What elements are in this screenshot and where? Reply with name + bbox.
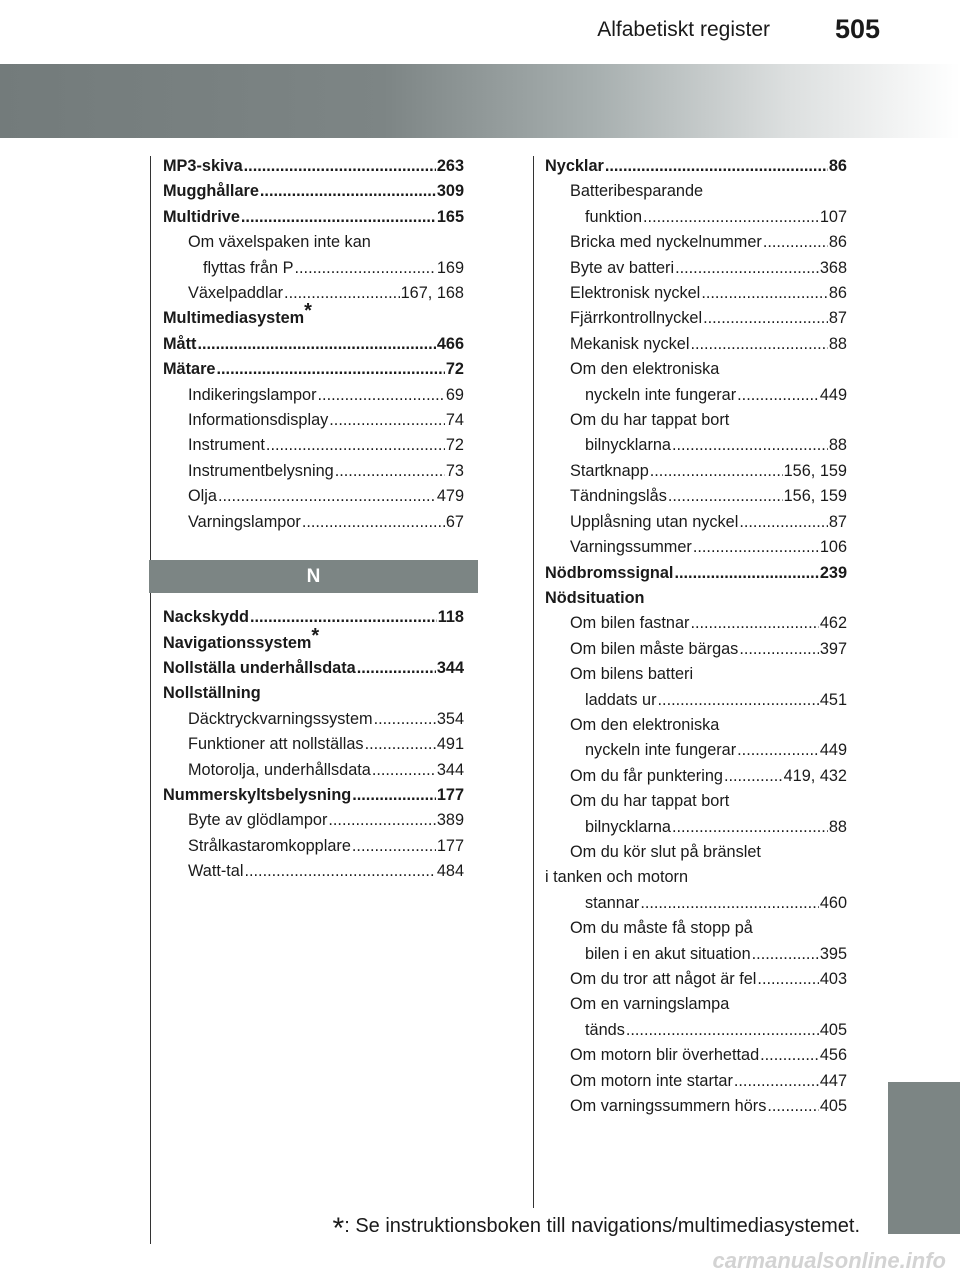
entry-label: funktion [585,207,643,226]
entry-label: Strålkastaromkopplare [188,836,351,855]
index-main-entry [163,783,464,808]
dot-leader [674,561,818,586]
index-column-left [163,154,464,885]
index-sub-entry [545,840,847,865]
index-sub-entry [545,611,847,636]
entry-label: stannar [585,893,640,912]
page-reference: 462 [819,614,847,633]
dot-leader [737,383,819,408]
entry-label: Om du har tappat bort [570,411,730,430]
entry-label: Mått [163,334,197,353]
page-reference: 72 [445,436,464,455]
index-sub-entry [545,942,847,967]
page-reference: 106 [819,538,847,557]
dot-leader [737,738,819,763]
entry-label: Om motorn inte startar [570,1071,733,1090]
dot-leader [767,1094,818,1119]
index-sub-entry [545,510,847,535]
entry-label: Om du tror att något är fel [570,970,757,988]
entry-label: Om en varningslampa [570,995,730,1014]
entry-label: Nödbromssignal [545,563,674,582]
index-sub-entry [163,834,464,859]
entry-label: bilnycklarna [585,436,671,455]
section-thumb-tab [888,1082,960,1234]
entry-label: Funktioner att nollställas [188,735,364,754]
index-sub-entry [545,281,847,306]
page-reference: 86 [828,284,847,303]
entry-label: Däcktryckvarningssystem [188,709,373,728]
index-sub-entry [545,230,847,255]
index-main-entry [163,624,464,656]
entry-label: Om motorn blir överhettad [570,1046,760,1065]
entry-label: Mugghållare [163,182,259,201]
dot-leader [734,1069,819,1094]
page-reference: 419, 432 [783,766,847,785]
entry-label: Batteribesparande [570,182,704,201]
footnote-text: : Se instruktionsboken till navigations/multimediasystemet. [344,1215,860,1237]
page-reference: 177 [436,785,464,804]
dot-leader [329,408,445,433]
index-sub-entry [545,789,847,814]
entry-label: Om varningssummern hörs [570,1097,767,1116]
dot-leader [739,637,819,662]
index-sub-entry [163,859,464,884]
dot-leader [763,230,828,255]
dot-leader [352,834,436,859]
entry-label: bilen i en akut situation [585,944,751,963]
footnote-marker: * [311,624,320,647]
page-reference: 449 [819,385,847,404]
page-reference: 263 [436,157,464,175]
entry-label: Mekanisk nyckel [570,334,690,353]
entry-label: Om du får punktering [570,766,723,785]
page-reference: 405 [819,1020,847,1039]
page-reference: 239 [819,563,847,582]
dot-leader [626,1018,819,1043]
index-sub-entry [163,459,464,484]
page-reference: 69 [445,385,464,404]
entry-label: Nycklar [545,157,604,175]
entry-label: Instrument [188,436,265,455]
page-reference: 86 [828,233,847,252]
entry-label: Watt-tal [188,862,244,881]
entry-label: Om du måste få stopp på [570,919,753,938]
page-reference: 309 [436,182,464,201]
dot-leader [266,433,445,458]
page-reference: 118 [437,608,464,627]
page-reference: 449 [819,741,847,760]
dot-leader [244,154,436,179]
index-sub-entry [545,738,847,763]
index-sub-entry [163,408,464,433]
entry-label: Byte av batteri [570,258,675,277]
left-margin-rule [150,156,151,1244]
index-main-entry [163,656,464,681]
dot-leader [668,484,783,509]
entry-label: Om den elektroniska [570,360,720,379]
dot-leader [284,281,400,306]
page-reference: 156, 159 [783,487,847,506]
index-main-entry [545,586,847,611]
entry-label: Om den elektroniska [570,715,720,734]
index-sub-entry [545,433,847,458]
index-main-entry [163,681,464,706]
index-sub-entry [545,688,847,713]
page-reference: 344 [436,658,464,677]
index-sub-entry [163,256,464,281]
page-reference: 451 [819,690,847,709]
dot-leader [605,154,828,179]
page-reference: 88 [828,334,847,353]
entry-label: Nackskydd [163,608,249,627]
page-reference: 88 [828,817,847,836]
page-reference: 484 [436,862,464,881]
index-main-entry [163,357,464,382]
page-reference: 447 [819,1071,847,1090]
index-sub-entry [545,662,847,687]
page-reference: 165 [436,207,464,226]
page-reference: 87 [828,512,847,531]
entry-label: Nummerskyltsbelysning [163,785,352,804]
entry-label: Multidrive [163,207,240,226]
entry-label: Om bilen måste bärgas [570,639,739,658]
index-sub-entry [163,433,464,458]
page-reference: 167, 168 [400,284,464,303]
entry-label: Olja [188,487,217,506]
entry-label: flyttas från P [203,258,294,277]
dot-leader [295,256,436,281]
entry-label: Nollställa underhållsdata [163,658,356,677]
index-sub-entry [545,713,847,738]
page-reference: 403 [819,970,847,988]
dot-leader [693,535,819,560]
index-main-entry [163,332,464,357]
dot-leader [328,808,435,833]
page-reference: 456 [819,1046,847,1065]
entry-label: nyckeln inte fungerar [585,741,737,760]
dot-leader [760,1043,819,1068]
entry-label: Bricka med nyckelnummer [570,233,762,252]
entry-label: Nödsituation [545,588,645,607]
header-banner [0,64,960,138]
dot-leader [690,332,827,357]
index-sub-entry [163,732,464,757]
index-sub-entry [163,808,464,833]
dot-leader [218,484,436,509]
entry-label: Mätare [163,360,216,379]
index-sub-entry [545,484,847,509]
dot-leader [352,783,436,808]
dot-leader [757,967,818,992]
index-sub-entry [545,916,847,941]
entry-label: Multimediasystem [163,309,305,328]
entry-label: Om du kör slut på bränslet [570,842,761,861]
index-main-entry [545,561,847,586]
index-sub-entry [545,205,847,230]
index-sub-entry [545,1043,847,1068]
entry-label: Om växelspaken inte kan [188,233,371,252]
entry-label: Instrumentbelysning [188,461,334,480]
dot-leader [260,179,436,204]
dot-leader [675,256,819,281]
entry-label: tänds [585,1020,625,1039]
dot-leader [250,605,437,630]
page-reference: 397 [819,639,847,658]
page-reference: 107 [819,207,847,226]
dot-leader [724,764,783,789]
watermark: carmanualsonline.info [712,1248,946,1273]
index-sub-entry [545,992,847,1017]
index-main-entry [545,154,847,179]
index-sub-entry [545,764,847,789]
page-number: 505 [834,14,880,44]
dot-leader [752,942,819,967]
dot-leader [372,758,436,783]
entry-label: Växelpaddlar [188,284,284,303]
page-reference: 344 [436,760,464,779]
page-reference: 460 [819,893,847,912]
dot-leader [365,732,436,757]
dot-leader [650,459,783,484]
dot-leader [244,859,435,884]
footnote-marker: * [304,300,312,323]
entry-label: Nollställning [163,684,261,703]
index-sub-entry [545,1069,847,1094]
index-sub-entry [163,707,464,732]
index-sub-entry [163,230,464,255]
dot-leader [241,205,436,230]
page-reference: 466 [436,334,464,353]
index-sub-entry [545,357,847,382]
letter-heading: N [149,560,478,593]
index-sub-entry [545,408,847,433]
index-sub-entry [545,256,847,281]
page-reference: 354 [436,709,464,728]
index-sub-entry [163,758,464,783]
page-reference: 86 [828,157,847,175]
page-reference: 73 [445,461,464,480]
index-sub-entry [545,815,847,840]
index-sub-entry [163,383,464,408]
entry-label: bilnycklarna [585,817,671,836]
dot-leader [640,891,819,916]
dot-leader [690,611,818,636]
page-reference: 74 [445,411,464,430]
page-reference: 169 [436,258,464,277]
page-reference: 405 [819,1097,847,1116]
page-reference: 67 [445,512,464,531]
page-reference: 395 [819,944,847,963]
entry-label: Byte av glödlampor [188,811,328,830]
index-sub-entry [545,1018,847,1043]
index-sub-entry [163,510,464,535]
dot-leader [318,383,445,408]
page-reference: 389 [436,811,464,830]
dot-leader [739,510,828,535]
dot-leader [357,656,436,681]
entry-label: Indikeringslampor [188,385,317,404]
entry-label: Varningssummer [570,538,692,557]
dot-leader [701,281,828,306]
dot-leader [672,433,828,458]
dot-leader [703,306,828,331]
index-sub-entry [545,459,847,484]
page-reference: 479 [436,487,464,506]
index-sub-entry [545,179,847,204]
footnote-star: * [332,1212,345,1245]
index-main-entry [163,300,464,331]
entry-label: MP3-skiva [163,157,243,175]
page-reference: 87 [828,309,847,328]
index-sub-entry [545,332,847,357]
index-sub-entry [545,637,847,662]
index-sub-entry [163,484,464,509]
entry-label: Startknapp [570,461,649,480]
index-sub-entry [545,535,847,560]
index-sub-entry [545,1094,847,1119]
dot-leader [197,332,435,357]
entry-label: Informationsdisplay [188,411,329,430]
index-main-entry [163,205,464,230]
index-main-entry [163,154,464,179]
dot-leader [374,707,436,732]
entry-label: laddats ur [585,690,657,709]
dot-leader [672,815,828,840]
index-sub-entry [163,281,464,306]
entry-label: Navigationssystem [163,633,312,652]
entry-label: Varningslampor [188,512,301,531]
entry-label: Tändningslås [570,487,667,506]
entry-label: Elektronisk nyckel [570,284,701,303]
page-reference: 491 [436,735,464,754]
entry-label: Om bilens batteri [570,665,694,684]
entry-label: Om bilen fastnar [570,614,690,633]
dot-leader [643,205,819,230]
entry-label: Om du har tappat bort [570,792,730,811]
entry-label: Motorolja, underhållsdata [188,760,371,779]
entry-label: nyckeln inte fungerar [585,385,737,404]
index-sub-entry [545,891,847,916]
index-column-right [545,154,847,1119]
index-main-entry [163,179,464,204]
page-reference: 368 [819,258,847,277]
column-divider [533,156,534,1208]
section-title: Alfabetiskt register [597,18,770,41]
entry-label: i tanken och motorn [545,868,688,887]
footnote [290,1206,860,1245]
dot-leader [335,459,445,484]
dot-leader [658,688,819,713]
page-reference: 156, 159 [783,461,847,480]
page-reference: 88 [828,436,847,455]
page-reference: 177 [436,836,464,855]
entry-label: Upplåsning utan nyckel [570,512,739,531]
index-sub-entry [545,383,847,408]
index-sub-entry [545,306,847,331]
page-reference: 72 [445,360,464,379]
index-sub-entry [545,865,847,890]
dot-leader [217,357,445,382]
index-sub-entry [545,967,847,992]
dot-leader [302,510,445,535]
entry-label: Fjärrkontrollnyckel [570,309,703,328]
